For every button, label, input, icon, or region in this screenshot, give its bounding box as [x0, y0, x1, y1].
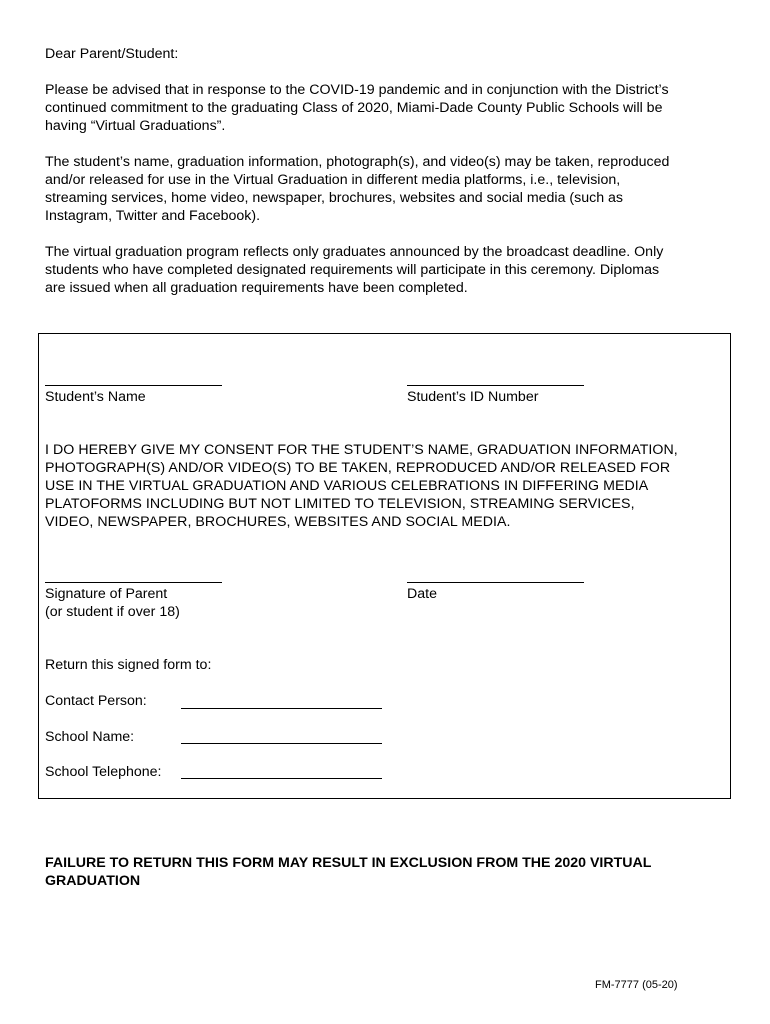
student-name-label: Student’s Name — [45, 389, 146, 405]
signature-field[interactable] — [45, 582, 222, 583]
paragraph-line: continued commitment to the graduating Class of 2020, Miami-Dade County Public Schools will be — [45, 100, 663, 116]
paragraph-line: having “Virtual Graduations”. — [45, 118, 226, 134]
failure-warning — [45, 854, 735, 890]
consent-statement — [45, 441, 735, 531]
paragraph-line: The student’s name, graduation information, photograph(s), and video(s) may be taken, reproduced — [45, 154, 670, 170]
paragraph-media-release — [45, 153, 735, 225]
paragraph-line: and/or released for use in the Virtual Graduation in different media platforms, i.e., television, — [45, 172, 621, 188]
student-name-field[interactable] — [45, 385, 222, 386]
paragraph-line: students who have completed designated requirements will participate in this ceremony. Diplomas — [45, 262, 660, 278]
paragraph-line: Please be advised that in response to the COVID-19 pandemic and in conjunction with the District’s — [45, 82, 669, 98]
paragraph-line: The virtual graduation program reflects only graduates announced by the broadcast deadline. Only — [45, 244, 664, 260]
date-field[interactable] — [407, 582, 584, 583]
contact-person-field[interactable] — [181, 708, 382, 709]
consent-line: USE IN THE VIRTUAL GRADUATION AND VARIOUS CELEBRATIONS IN DIFFERING MEDIA — [45, 478, 649, 494]
school-telephone-label: School Telephone: — [45, 764, 162, 780]
salutation: Dear Parent/Student: — [45, 46, 179, 62]
consent-line: I DO HEREBY GIVE MY CONSENT FOR THE STUDENT’S NAME, GRADUATION INFORMATION, — [45, 442, 678, 458]
paragraph-line: streaming services, home video, newspaper, brochures, websites and social media (such as — [45, 190, 624, 206]
school-name-label: School Name: — [45, 729, 135, 745]
signature-label: Signature of Parent — [45, 586, 168, 602]
paragraph-program-info — [45, 243, 735, 297]
form-number: FM-7777 (05-20) — [595, 979, 678, 991]
consent-line: PLATOFORMS INCLUDING BUT NOT LIMITED TO TELEVISION, STREAMING SERVICES, — [45, 496, 635, 512]
contact-person-label: Contact Person: — [45, 693, 147, 709]
date-label: Date — [407, 586, 437, 602]
consent-line: PHOTOGRAPH(S) AND/OR VIDEO(S) TO BE TAKEN, REPRODUCED AND/OR RELEASED FOR — [45, 460, 671, 476]
school-name-field[interactable] — [181, 743, 382, 744]
paragraph-line: are issued when all graduation requirements have been completed. — [45, 280, 468, 296]
return-to-label: Return this signed form to: — [45, 657, 212, 673]
paragraph-line: Instagram, Twitter and Facebook). — [45, 208, 261, 224]
student-id-field[interactable] — [407, 385, 584, 386]
warning-line: FAILURE TO RETURN THIS FORM MAY RESULT IN EXCLUSION FROM THE 2020 VIRTUAL — [45, 855, 652, 871]
school-telephone-field[interactable] — [181, 778, 382, 779]
warning-line: GRADUATION — [45, 873, 141, 889]
consent-line: VIDEO, NEWSPAPER, BROCHURES, WEBSITES AND SOCIAL MEDIA. — [45, 514, 511, 530]
paragraph-covid-notice — [45, 81, 735, 135]
signature-sublabel: (or student if over 18) — [45, 604, 180, 620]
student-id-label: Student’s ID Number — [407, 389, 539, 405]
